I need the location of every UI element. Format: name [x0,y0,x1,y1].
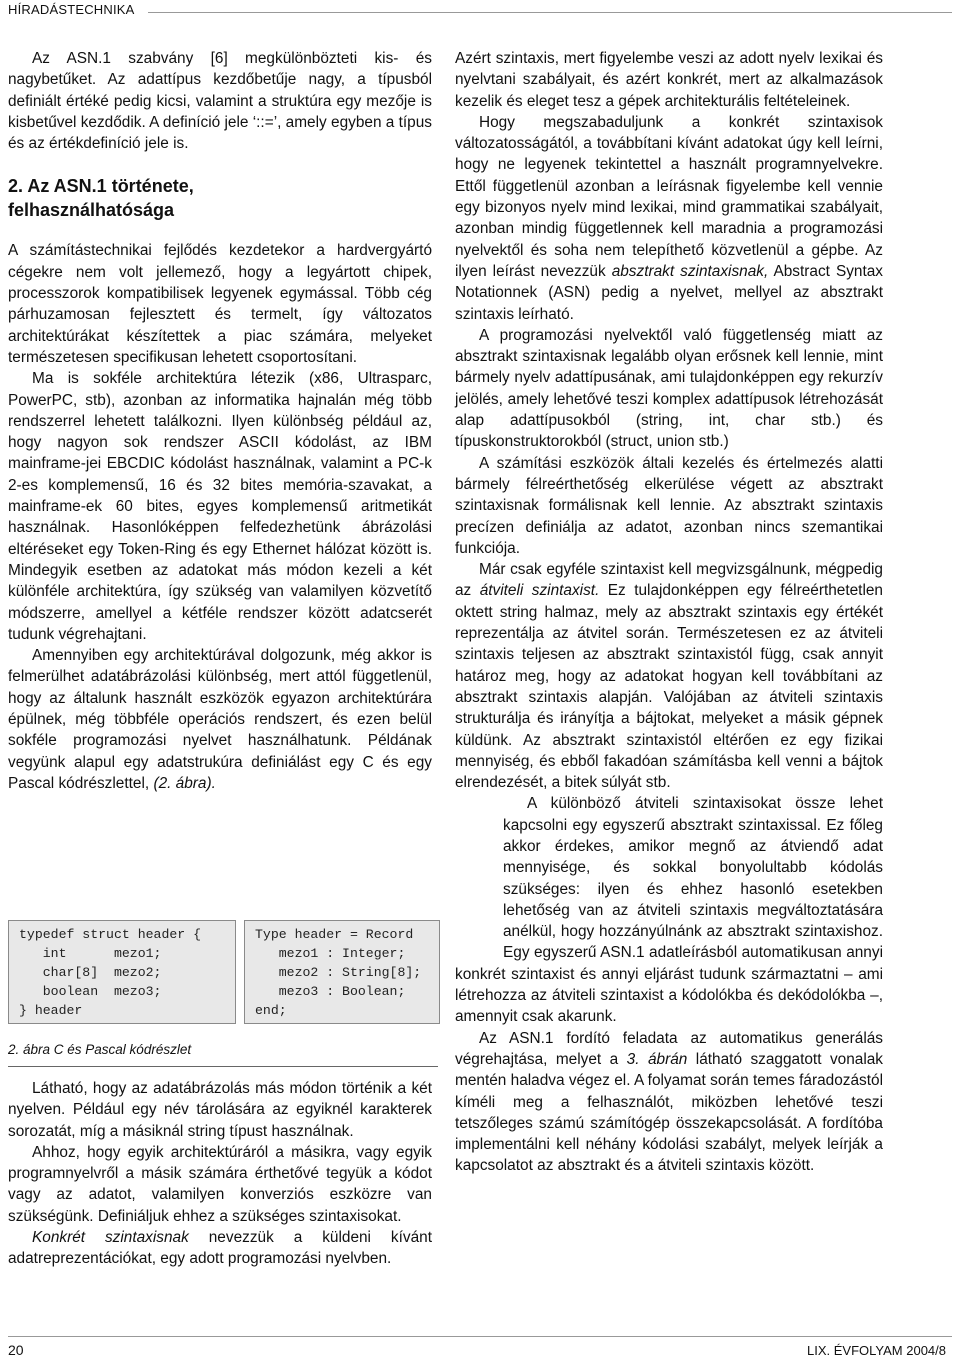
paragraph-architectures: Ma is sokféle architektúra létezik (x86, Ultrasparc, PowerPC, stb), azonban az informatika hajnalán még több rendszerrel lehetett találkozni. Ilyen különbség például az, hogy nagyon sok rendszer ASCII kódolást, az IBM mainframe-jei EBCDIC kódolást használnak, valamint a PC-k 2-es komplemensű, 16 és 32 bites memória-szavakat, a mainframe-ek 60 bites, egyes komplemensű aritmetikát használnak. Hasonlóképpen felfedezhetünk ábrázolási eltéréseket egy Token-Ring és egy Ethernet hálózat között is. Mindegyik esetben az adatokat más módon kezeli a két különféle architektúra, így szükség van valamilyen közvetítő módszerre, amellyel a kétféle rendszer között adatcserét tudunk végrehajtani. [8,370,432,643]
section-heading [8,174,432,222]
footer-rule [8,1336,952,1337]
figure-rule [8,1066,438,1067]
paragraph-history: A számítástechnikai fejlődés kezdetekor a hardvergyártó cégekre nem volt jellemező, hogy a legyártott chipek, processzorok kompatibilisek legyenek egymással. Több cég párhuzamosan fejlesztett és termelt, így változatos architektúrákat készítettek a piac számára, melyeket természetesen specifikusan lehetett csoportosítani. [8,242,432,366]
transfer-syntax-text-b: Ez tulajdonképpen egy félreérthetetlen oktett string halmaz, mely az absztrakt szintaxis egy értékét reprezentálja az átvitel során. Természetesen ez az átviteli szintaxis teljesen az absztrakt szintaxistól függ, csak annyit határoz meg, hogy az adatokat hogyan kell továbbítani az absztrakt szintaxis alapján. Valójában az átviteli szintaxis strukturálja és irányítja a bájtokat, melyeket a másik gépnek küldünk. Az absztrakt szintaxistól eltérően ez egy fizikai mennyiség, és ebből fakadóan számításba kell venni a bájtok elrendezését, a bitek súlyát stb. [455,582,883,792]
left-column-top [8,48,432,794]
term-concrete-syntax: Konkrét szintaxisnak [32,1229,189,1247]
intro-paragraph: Az ASN.1 szabvány [6] megkülönbözteti kis- és nagybetűket. Az adattípus kezdőbetűje nagy, a típusból definiált értéké pedig kicsi, valamint a struktúra egy mezője is kisbetűvel kezdődik. A definíció jele ‘::=’, amely egyben a típus és az értékdefiníció jele is. [8,50,432,153]
right-column [455,48,883,1177]
paragraph-concrete-syntax-text: nevezzük a küldeni kívánt adatreprezentációkat, egy adott programozási nyelvben. [8,1229,432,1268]
header-rule [148,12,952,13]
figure-3-reference: 3. ábrán [626,1050,688,1068]
paragraph-concrete-syntax [8,1227,432,1270]
abstract-syntax-text-a: Hogy megszabaduljunk a konkrét szintaxisok változatosságától, a továbbítani kívánt adatokat úgy kell leírni, hogy ne legyenek tekintettel a használt programnyelvekre. Ettől függetlenül azonban a leírásnak figyelembe kell vennie egy bizonyos nyelv mind lexikai, mind grammatikai szabályait, azonban mindig függetlennek kell maradnia a programozási nyelvektől és soha nem telepíthető közvetlenül a gépbe. Az ilyen leírást nevezzük [455,113,883,280]
running-header [8,0,952,24]
paragraph-compiler [455,1028,883,1177]
paragraph-conversion: Ahhoz, hogy egyik architektúráról a másikra, vagy egyik programnyelvről a másik számára érthetővé tegyük a kódot vagy az adatot, valamilyen konverziós eszközre van szükségünk. Definiáljuk ehhez a szükséges szintaxisokat. [8,1143,432,1225]
section-title: HÍRADÁSTECHNIKA [8,2,135,17]
pascal-code-snippet: Type header = Record mezo1 : Integer; mezo2 : String[8]; mezo3 : Boolean; end; [244,920,440,1024]
transfer-syntax-text-a: Már csak egyféle szintaxist kell megvizsgálnunk, mégpedig az [455,561,883,600]
paragraph-languages-text: Amennyiben egy architektúrával dolgozunk, még akkor is felmerülhet adatábrázolási különbség, mert attól függetlenül, hogy az általunk használt eszközök egyazon architektúrára épülnek, még többféle operációs rendszert, és ezen belül sokféle programozási nyelvet használhatunk. Példának vegyünk alapul egy adatstrukúra definiálást egy C és egy Pascal kódrészlettel, [8,647,432,792]
paragraph-independence: A programozási nyelvektől való függetlenség miatt az absztrakt szintaxisnak legalább olyan erősnek kell lennie, mint bármely nyelv adattípusának, ami tulajdonképpen egy rekurzív jelölés, amely lehetővé teszi komplex adattípusok létrehozását alap adattípusokból (string, int, char stb.) és típuskonstruktorokból (struct, union stb.) [455,326,883,451]
term-abstract-syntax: absztrakt szintaxisnak, [611,262,769,280]
abstract-syntax-text-b: Abstract Syntax Notationnek (ASN) pedig a nyelvet, mellyel az absztrakt szintaxis leírható. [455,262,883,323]
paragraph-languages [8,645,432,794]
paragraph-syntax-reason: Azért szintaxis, mert figyelembe veszi az adott nyelv lexikai és nyelvtani szabályait, és azért konkrét, mert az alkalmazások kezelik és eleget tesz a gépek architekturális feltételeinek. [455,50,883,110]
compiler-text-b: látható szaggatott vonalak mentén haladva végez el. A folyamat során temes fáradozástól kíméli meg a felhasználót, miközben lehetővé teszi tetszőleges számú számítógép összekapcsolását. A fordítóba implementálni kell néhány kódolási szabályt, melyek leírják a kapcsolatot az absztrakt és a átviteli szintaxis között. [455,1050,883,1175]
compiler-text-a: Az ASN.1 fordító feladata az automatikus generálás végrehajtása, melyet a [455,1029,883,1068]
figure-reference: (2. ábra). [153,774,216,792]
section-heading-line1: 2. Az ASN.1 története, [8,176,194,197]
left-column-bottom [8,1078,432,1270]
journal-volume: LIX. ÉVFOLYAM 2004/8 [807,1343,946,1358]
paragraph-transfer-syntax [455,559,883,793]
c-code-snippet: typedef struct header { int mezo1; char[8] mezo2; boolean mezo3; } header [8,920,236,1024]
figure-caption: 2. ábra C és Pascal kódrészlet [8,1042,192,1057]
section-heading-line2: felhasználhatósága [8,200,175,221]
paragraph-transfer-combination: A különböző átviteli szintaxisokat össze lehet kapcsolni egy egyszerű absztrakt szintaxissal. Ez főleg akkor érdekes, amikor megnő az átviendő adat mennyisége, és sokkal bonyolultabb kódolás szükséges: ilyen és ehhez hasonló esetekben lehetőség van az átviteli szintaxis megváltoztatására anélkül, hogy hozzányúlnánk az absztrakt szintaxishoz. Egy egyszerű ASN.1 adatleírásból automatikusan annyi konkrét szintaxist és annyi eljárást tudunk származtatni – ami létrehozza az átviteli szintaxist a kódolókba és dekódolókba –, amennyit csak akarunk. [455,795,883,1026]
term-transfer-syntax: átviteli szintaxist. [479,582,600,600]
paragraph-formal: A számítási eszközök általi kezelés és értelmezés alatti bármely félreérthetőség elkerülése végett az absztrakt szintaxisnak formálisnak kell lennie. Az absztrakt szintaxis precízen definiálja az adatot, azonban nincs szemantikai funkciója. [455,454,883,557]
paragraph-representation: Látható, hogy az adatábrázolás más módon történik a két nyelven. Például egy név tárolására az egyiknél karakterek sorozatát, míg a másiknál string típust használnak. [8,1080,432,1140]
wrap-spacer [455,793,503,943]
page-number: 20 [8,1342,24,1358]
paragraph-abstract-syntax [455,112,883,325]
